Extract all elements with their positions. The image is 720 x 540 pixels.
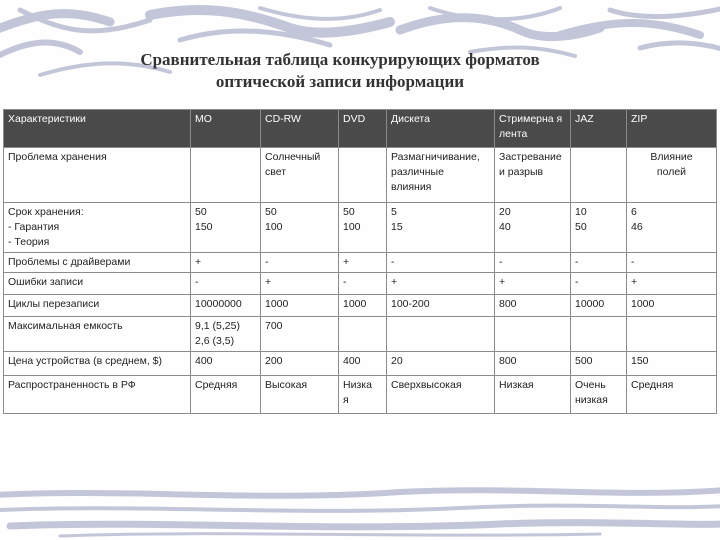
cell-text: 10000	[575, 298, 605, 310]
cell-text: 400	[195, 355, 213, 367]
table-cell	[191, 317, 261, 352]
cell-text: низкая	[575, 394, 608, 406]
cell-text: 10	[575, 206, 587, 218]
table-cell	[191, 295, 261, 317]
cell-text: Срок хранения:	[8, 206, 84, 218]
table-cell	[191, 253, 261, 273]
cell-text: -	[575, 256, 579, 268]
table-row	[4, 273, 717, 295]
table-cell	[191, 352, 261, 376]
table-cell	[339, 295, 387, 317]
row-label	[4, 273, 191, 295]
table-cell	[261, 273, 339, 295]
cell-text: 800	[499, 298, 517, 310]
cell-text: -	[499, 256, 503, 268]
cell-text: Низкая	[499, 379, 534, 391]
table-cell	[339, 148, 387, 203]
cell-text: - Гарантия	[8, 221, 60, 233]
table-cell	[339, 376, 387, 414]
table-cell	[571, 253, 627, 273]
cell-text: Очень	[575, 379, 606, 391]
table-cell	[495, 295, 571, 317]
table-cell	[387, 376, 495, 414]
cell-text: 1000	[343, 298, 367, 310]
cell-text: влияния	[391, 181, 432, 193]
cell-text: 150	[195, 221, 213, 233]
table-cell	[339, 203, 387, 253]
table-cell	[495, 148, 571, 203]
cell-text: -	[265, 256, 269, 268]
table-cell	[191, 203, 261, 253]
cell-text: -	[195, 276, 199, 288]
row-label	[4, 376, 191, 414]
cell-text: Влияние	[650, 151, 693, 163]
table-cell	[261, 148, 339, 203]
table-cell	[495, 376, 571, 414]
cell-text: -	[631, 256, 635, 268]
table-cell	[627, 253, 717, 273]
cell-text: 100-200	[391, 298, 430, 310]
table-cell	[571, 203, 627, 253]
table-row	[4, 253, 717, 273]
cell-text: 400	[343, 355, 361, 367]
cell-text: Циклы перезаписи	[8, 298, 100, 310]
cell-text: полей	[656, 166, 687, 178]
cell-text: Распространенность в РФ	[8, 379, 136, 391]
comparison-table	[3, 109, 717, 414]
cell-text: 50	[343, 206, 355, 218]
column-header: Характеристики	[4, 110, 191, 148]
table-cell	[571, 352, 627, 376]
table-cell	[571, 273, 627, 295]
cell-text: +	[265, 276, 272, 288]
table-cell	[261, 203, 339, 253]
cell-text: +	[195, 256, 202, 268]
cell-text: 100	[265, 221, 283, 233]
table-row	[4, 295, 717, 317]
table-cell	[387, 317, 495, 352]
column-header: CD-RW	[261, 110, 339, 148]
brush-stroke-decoration-bottom	[0, 480, 720, 540]
table-cell	[339, 273, 387, 295]
table-cell	[495, 352, 571, 376]
table-cell	[627, 273, 717, 295]
table-cell	[495, 273, 571, 295]
cell-text: 40	[499, 221, 511, 233]
cell-text: Проблема хранения	[8, 151, 107, 163]
cell-text: 1000	[631, 298, 655, 310]
cell-text: 50	[195, 206, 207, 218]
table-cell	[627, 317, 717, 352]
title-line-2: оптической записи информации	[215, 72, 465, 91]
table-cell	[191, 273, 261, 295]
cell-text: - Теория	[8, 236, 50, 248]
cell-text: -	[343, 276, 347, 288]
cell-text: +	[631, 276, 638, 288]
column-header: Стримерна я лента	[495, 110, 571, 148]
cell-text: Застревание	[499, 151, 562, 163]
table-row	[4, 317, 717, 352]
cell-text: 2,6 (3,5)	[195, 335, 235, 347]
cell-text: +	[391, 276, 398, 288]
row-label	[4, 295, 191, 317]
table-row	[4, 148, 717, 203]
cell-text: Средняя	[631, 379, 674, 391]
table-body	[4, 148, 717, 414]
table-cell	[261, 352, 339, 376]
table-row	[4, 203, 717, 253]
row-label	[4, 352, 191, 376]
cell-text: 5	[391, 206, 397, 218]
column-header: ZIP	[627, 110, 717, 148]
cell-text: Цена устройства (в среднем, $)	[8, 355, 163, 367]
table-cell	[261, 376, 339, 414]
column-header: JAZ	[571, 110, 627, 148]
cell-text: 800	[499, 355, 517, 367]
cell-text: +	[499, 276, 506, 288]
cell-text: +	[343, 256, 350, 268]
table-cell	[261, 253, 339, 273]
row-label	[4, 203, 191, 253]
cell-text: Максимальная емкость	[8, 320, 123, 332]
cell-text: 700	[265, 320, 283, 332]
column-header: Дискета	[387, 110, 495, 148]
table-header-row	[4, 110, 717, 148]
cell-text: 50	[265, 206, 277, 218]
row-label	[4, 317, 191, 352]
cell-text: 100	[343, 221, 361, 233]
cell-text: и разрыв	[499, 166, 544, 178]
table-cell	[387, 203, 495, 253]
table-cell	[571, 317, 627, 352]
table-cell	[571, 148, 627, 203]
cell-text: 20	[391, 355, 403, 367]
table-cell	[571, 295, 627, 317]
cell-text: 1000	[265, 298, 289, 310]
cell-text: 50	[575, 221, 587, 233]
table-cell	[339, 352, 387, 376]
cell-text: 20	[499, 206, 511, 218]
table-row	[4, 376, 717, 414]
cell-text: -	[391, 256, 395, 268]
table-cell	[339, 317, 387, 352]
cell-text: Размагничивание,	[391, 151, 480, 163]
table-cell	[627, 352, 717, 376]
table-cell	[339, 253, 387, 273]
cell-text: 15	[391, 221, 403, 233]
table-cell	[387, 273, 495, 295]
table-cell	[387, 295, 495, 317]
cell-text: Ошибки записи	[8, 276, 84, 288]
cell-text: 6	[631, 206, 637, 218]
cell-text: -	[575, 276, 579, 288]
cell-text: Сверхвысокая	[391, 379, 462, 391]
table-cell	[261, 295, 339, 317]
table-cell	[627, 203, 717, 253]
row-label	[4, 253, 191, 273]
cell-text: Высокая	[265, 379, 308, 391]
cell-text: 10000000	[195, 298, 242, 310]
table-cell	[627, 148, 717, 203]
cell-text: 46	[631, 221, 643, 233]
title-line-1: Сравнительная таблица конкурирующих форматов	[140, 50, 540, 69]
table-cell	[571, 376, 627, 414]
table-cell	[627, 376, 717, 414]
cell-text: свет	[265, 166, 287, 178]
cell-text: 150	[631, 355, 649, 367]
row-label	[4, 148, 191, 203]
table-cell	[495, 253, 571, 273]
cell-text: 9,1 (5,25)	[195, 320, 240, 332]
table-cell	[261, 317, 339, 352]
table-row	[4, 352, 717, 376]
table-cell	[387, 253, 495, 273]
cell-text: Средняя	[195, 379, 238, 391]
cell-text: Солнечный	[265, 151, 321, 163]
column-header: MO	[191, 110, 261, 148]
slide-title	[60, 49, 620, 93]
table-cell	[387, 352, 495, 376]
cell-text: 500	[575, 355, 593, 367]
column-header: DVD	[339, 110, 387, 148]
table-cell	[191, 148, 261, 203]
cell-text: Низка	[343, 379, 372, 391]
cell-text: Проблемы с драйверами	[8, 256, 131, 268]
cell-text: различные	[391, 166, 444, 178]
cell-text: 200	[265, 355, 283, 367]
table-cell	[387, 148, 495, 203]
table-cell	[191, 376, 261, 414]
table-cell	[627, 295, 717, 317]
table-cell	[495, 203, 571, 253]
table-cell	[495, 317, 571, 352]
cell-text: я	[343, 394, 349, 406]
